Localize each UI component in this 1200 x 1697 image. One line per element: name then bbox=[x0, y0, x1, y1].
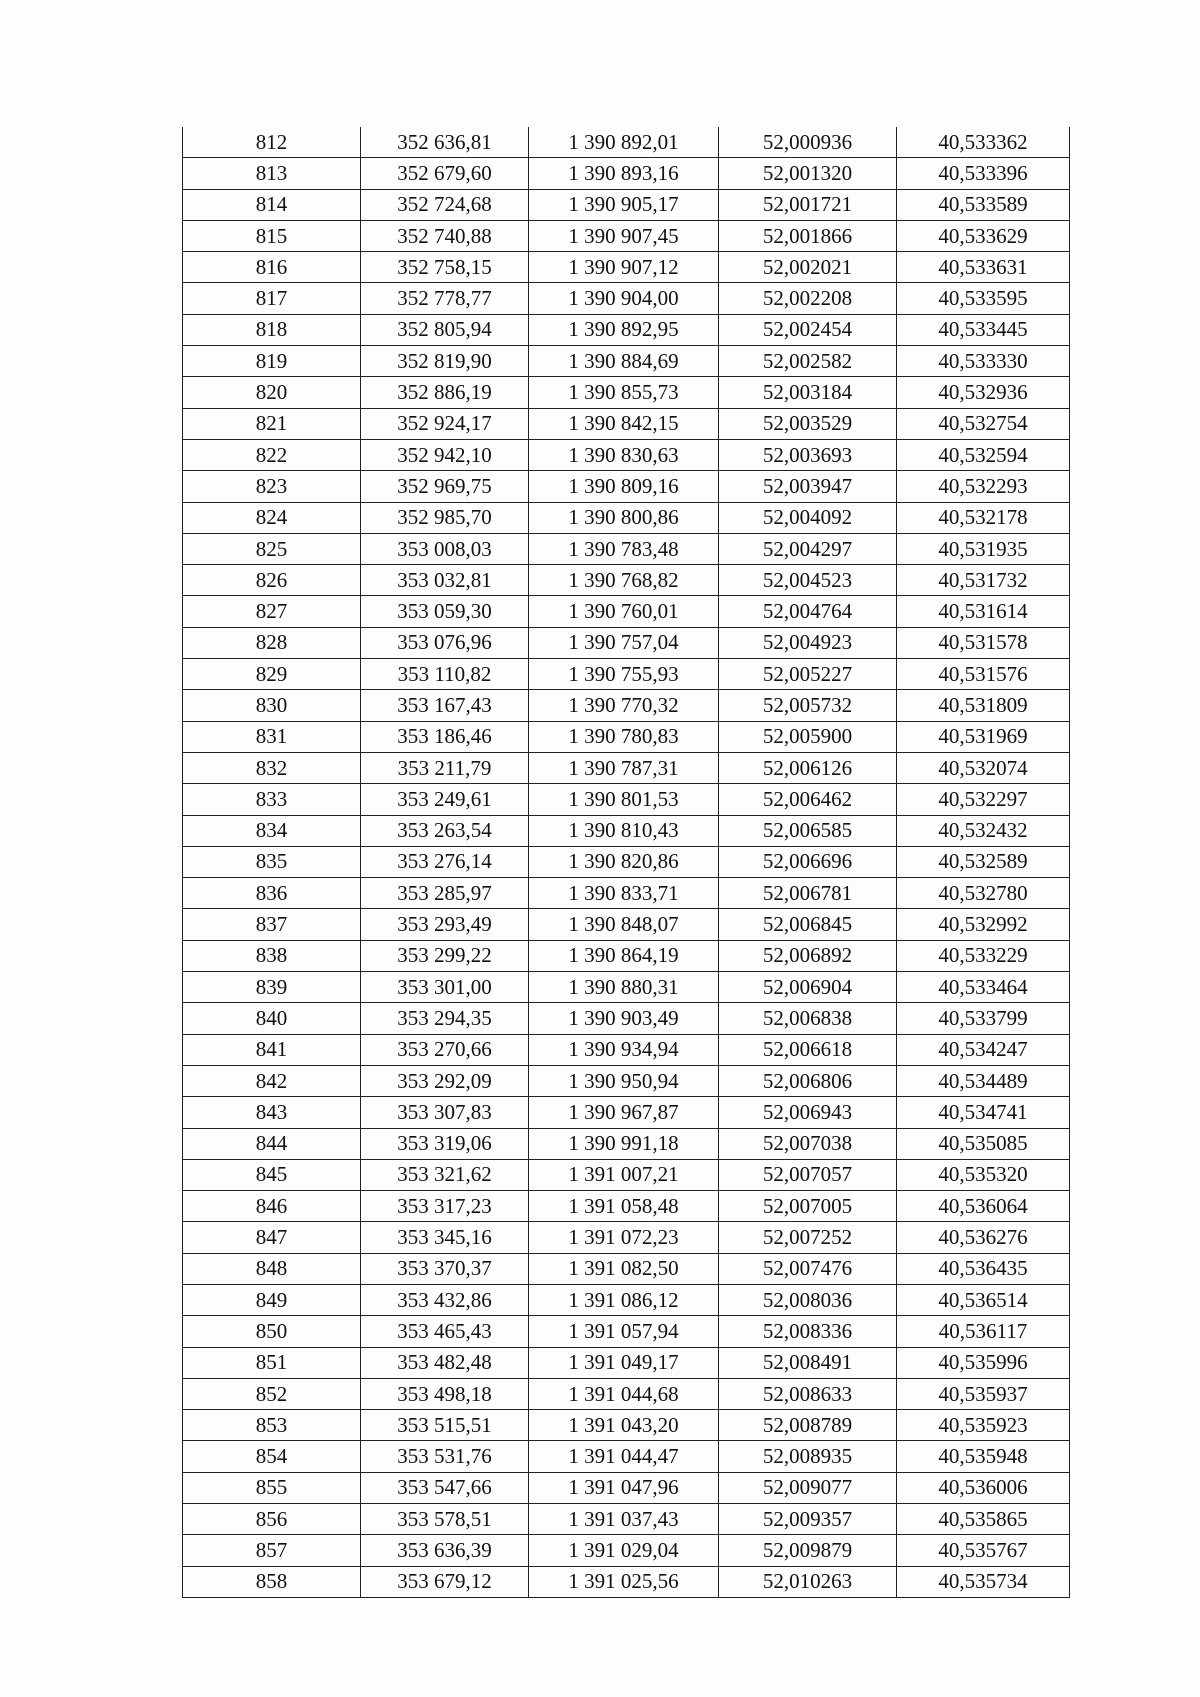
y-coordinate-cell: 1 390 830,63 bbox=[529, 439, 719, 470]
x-coordinate-cell: 352 758,15 bbox=[361, 252, 529, 283]
point-number-cell: 834 bbox=[183, 815, 361, 846]
table-row bbox=[183, 878, 1070, 909]
longitude-cell: 40,536514 bbox=[897, 1284, 1070, 1315]
longitude-cell: 40,532178 bbox=[897, 502, 1070, 533]
y-coordinate-cell: 1 391 049,17 bbox=[529, 1347, 719, 1378]
y-coordinate-cell: 1 391 058,48 bbox=[529, 1191, 719, 1222]
x-coordinate-cell: 353 263,54 bbox=[361, 815, 529, 846]
table-row bbox=[183, 1284, 1070, 1315]
x-coordinate-cell: 352 724,68 bbox=[361, 189, 529, 220]
longitude-cell: 40,535923 bbox=[897, 1410, 1070, 1441]
latitude-cell: 52,002454 bbox=[719, 314, 897, 345]
point-number-cell: 852 bbox=[183, 1378, 361, 1409]
point-number-cell: 815 bbox=[183, 220, 361, 251]
longitude-cell: 40,533362 bbox=[897, 127, 1070, 158]
point-number-cell: 848 bbox=[183, 1253, 361, 1284]
point-number-cell: 816 bbox=[183, 252, 361, 283]
point-number-cell: 826 bbox=[183, 565, 361, 596]
latitude-cell: 52,006618 bbox=[719, 1034, 897, 1065]
latitude-cell: 52,006943 bbox=[719, 1097, 897, 1128]
table-row bbox=[183, 1034, 1070, 1065]
table-row bbox=[183, 1003, 1070, 1034]
x-coordinate-cell: 352 969,75 bbox=[361, 471, 529, 502]
table-row bbox=[183, 659, 1070, 690]
x-coordinate-cell: 353 299,22 bbox=[361, 940, 529, 971]
latitude-cell: 52,006585 bbox=[719, 815, 897, 846]
x-coordinate-cell: 352 636,81 bbox=[361, 127, 529, 158]
point-number-cell: 821 bbox=[183, 408, 361, 439]
latitude-cell: 52,002021 bbox=[719, 252, 897, 283]
longitude-cell: 40,532589 bbox=[897, 846, 1070, 877]
latitude-cell: 52,007476 bbox=[719, 1253, 897, 1284]
x-coordinate-cell: 353 285,97 bbox=[361, 878, 529, 909]
y-coordinate-cell: 1 390 864,19 bbox=[529, 940, 719, 971]
x-coordinate-cell: 353 498,18 bbox=[361, 1378, 529, 1409]
x-coordinate-cell: 353 345,16 bbox=[361, 1222, 529, 1253]
longitude-cell: 40,532780 bbox=[897, 878, 1070, 909]
point-number-cell: 856 bbox=[183, 1504, 361, 1535]
y-coordinate-cell: 1 391 047,96 bbox=[529, 1472, 719, 1503]
longitude-cell: 40,535767 bbox=[897, 1535, 1070, 1566]
x-coordinate-cell: 352 679,60 bbox=[361, 158, 529, 189]
point-number-cell: 851 bbox=[183, 1347, 361, 1378]
x-coordinate-cell: 353 249,61 bbox=[361, 784, 529, 815]
table-row bbox=[183, 1159, 1070, 1190]
table-row bbox=[183, 1222, 1070, 1253]
table-row bbox=[183, 596, 1070, 627]
longitude-cell: 40,531969 bbox=[897, 721, 1070, 752]
latitude-cell: 52,007005 bbox=[719, 1191, 897, 1222]
latitude-cell: 52,002208 bbox=[719, 283, 897, 314]
table-row bbox=[183, 1504, 1070, 1535]
point-number-cell: 832 bbox=[183, 752, 361, 783]
x-coordinate-cell: 353 076,96 bbox=[361, 627, 529, 658]
latitude-cell: 52,008935 bbox=[719, 1441, 897, 1472]
y-coordinate-cell: 1 390 810,43 bbox=[529, 815, 719, 846]
longitude-cell: 40,532936 bbox=[897, 377, 1070, 408]
latitude-cell: 52,006892 bbox=[719, 940, 897, 971]
coordinates-table-body bbox=[183, 127, 1070, 1597]
x-coordinate-cell: 352 740,88 bbox=[361, 220, 529, 251]
latitude-cell: 52,009077 bbox=[719, 1472, 897, 1503]
x-coordinate-cell: 353 211,79 bbox=[361, 752, 529, 783]
x-coordinate-cell: 352 886,19 bbox=[361, 377, 529, 408]
longitude-cell: 40,536435 bbox=[897, 1253, 1070, 1284]
x-coordinate-cell: 353 531,76 bbox=[361, 1441, 529, 1472]
point-number-cell: 840 bbox=[183, 1003, 361, 1034]
x-coordinate-cell: 353 317,23 bbox=[361, 1191, 529, 1222]
y-coordinate-cell: 1 390 905,17 bbox=[529, 189, 719, 220]
y-coordinate-cell: 1 391 057,94 bbox=[529, 1316, 719, 1347]
longitude-cell: 40,533799 bbox=[897, 1003, 1070, 1034]
latitude-cell: 52,009879 bbox=[719, 1535, 897, 1566]
point-number-cell: 823 bbox=[183, 471, 361, 502]
y-coordinate-cell: 1 390 757,04 bbox=[529, 627, 719, 658]
latitude-cell: 52,003947 bbox=[719, 471, 897, 502]
table-row bbox=[183, 940, 1070, 971]
y-coordinate-cell: 1 391 044,68 bbox=[529, 1378, 719, 1409]
table-row bbox=[183, 1316, 1070, 1347]
point-number-cell: 844 bbox=[183, 1128, 361, 1159]
longitude-cell: 40,532992 bbox=[897, 909, 1070, 940]
longitude-cell: 40,532432 bbox=[897, 815, 1070, 846]
longitude-cell: 40,532594 bbox=[897, 439, 1070, 470]
latitude-cell: 52,004092 bbox=[719, 502, 897, 533]
point-number-cell: 847 bbox=[183, 1222, 361, 1253]
longitude-cell: 40,533629 bbox=[897, 220, 1070, 251]
table-row bbox=[183, 1347, 1070, 1378]
y-coordinate-cell: 1 390 842,15 bbox=[529, 408, 719, 439]
point-number-cell: 838 bbox=[183, 940, 361, 971]
longitude-cell: 40,533631 bbox=[897, 252, 1070, 283]
x-coordinate-cell: 353 292,09 bbox=[361, 1065, 529, 1096]
longitude-cell: 40,532297 bbox=[897, 784, 1070, 815]
point-number-cell: 812 bbox=[183, 127, 361, 158]
x-coordinate-cell: 352 924,17 bbox=[361, 408, 529, 439]
point-number-cell: 846 bbox=[183, 1191, 361, 1222]
longitude-cell: 40,536006 bbox=[897, 1472, 1070, 1503]
longitude-cell: 40,535865 bbox=[897, 1504, 1070, 1535]
table-row bbox=[183, 1535, 1070, 1566]
table-row bbox=[183, 252, 1070, 283]
table-row bbox=[183, 1253, 1070, 1284]
longitude-cell: 40,533445 bbox=[897, 314, 1070, 345]
point-number-cell: 849 bbox=[183, 1284, 361, 1315]
table-row bbox=[183, 565, 1070, 596]
y-coordinate-cell: 1 391 037,43 bbox=[529, 1504, 719, 1535]
x-coordinate-cell: 353 110,82 bbox=[361, 659, 529, 690]
table-row bbox=[183, 439, 1070, 470]
y-coordinate-cell: 1 390 991,18 bbox=[529, 1128, 719, 1159]
x-coordinate-cell: 353 547,66 bbox=[361, 1472, 529, 1503]
latitude-cell: 52,000936 bbox=[719, 127, 897, 158]
longitude-cell: 40,532754 bbox=[897, 408, 1070, 439]
y-coordinate-cell: 1 391 043,20 bbox=[529, 1410, 719, 1441]
longitude-cell: 40,535996 bbox=[897, 1347, 1070, 1378]
point-number-cell: 822 bbox=[183, 439, 361, 470]
y-coordinate-cell: 1 390 907,12 bbox=[529, 252, 719, 283]
point-number-cell: 817 bbox=[183, 283, 361, 314]
table-row bbox=[183, 815, 1070, 846]
y-coordinate-cell: 1 391 072,23 bbox=[529, 1222, 719, 1253]
table-row bbox=[183, 1191, 1070, 1222]
point-number-cell: 854 bbox=[183, 1441, 361, 1472]
longitude-cell: 40,534741 bbox=[897, 1097, 1070, 1128]
table-row bbox=[183, 158, 1070, 189]
longitude-cell: 40,534489 bbox=[897, 1065, 1070, 1096]
point-number-cell: 828 bbox=[183, 627, 361, 658]
table-row bbox=[183, 408, 1070, 439]
point-number-cell: 819 bbox=[183, 346, 361, 377]
x-coordinate-cell: 353 319,06 bbox=[361, 1128, 529, 1159]
latitude-cell: 52,005732 bbox=[719, 690, 897, 721]
x-coordinate-cell: 353 294,35 bbox=[361, 1003, 529, 1034]
point-number-cell: 857 bbox=[183, 1535, 361, 1566]
latitude-cell: 52,006845 bbox=[719, 909, 897, 940]
latitude-cell: 52,001721 bbox=[719, 189, 897, 220]
longitude-cell: 40,531578 bbox=[897, 627, 1070, 658]
table-row bbox=[183, 972, 1070, 1003]
point-number-cell: 829 bbox=[183, 659, 361, 690]
table-row bbox=[183, 127, 1070, 158]
latitude-cell: 52,006806 bbox=[719, 1065, 897, 1096]
latitude-cell: 52,004297 bbox=[719, 533, 897, 564]
y-coordinate-cell: 1 391 086,12 bbox=[529, 1284, 719, 1315]
y-coordinate-cell: 1 391 044,47 bbox=[529, 1441, 719, 1472]
x-coordinate-cell: 353 370,37 bbox=[361, 1253, 529, 1284]
latitude-cell: 52,003693 bbox=[719, 439, 897, 470]
longitude-cell: 40,535937 bbox=[897, 1378, 1070, 1409]
point-number-cell: 820 bbox=[183, 377, 361, 408]
table-row bbox=[183, 1128, 1070, 1159]
x-coordinate-cell: 353 059,30 bbox=[361, 596, 529, 627]
longitude-cell: 40,535320 bbox=[897, 1159, 1070, 1190]
x-coordinate-cell: 353 679,12 bbox=[361, 1566, 529, 1597]
x-coordinate-cell: 353 578,51 bbox=[361, 1504, 529, 1535]
x-coordinate-cell: 352 778,77 bbox=[361, 283, 529, 314]
point-number-cell: 818 bbox=[183, 314, 361, 345]
latitude-cell: 52,003529 bbox=[719, 408, 897, 439]
latitude-cell: 52,008789 bbox=[719, 1410, 897, 1441]
table-row bbox=[183, 471, 1070, 502]
latitude-cell: 52,006126 bbox=[719, 752, 897, 783]
latitude-cell: 52,009357 bbox=[719, 1504, 897, 1535]
y-coordinate-cell: 1 391 007,21 bbox=[529, 1159, 719, 1190]
latitude-cell: 52,008491 bbox=[719, 1347, 897, 1378]
point-number-cell: 841 bbox=[183, 1034, 361, 1065]
latitude-cell: 52,005227 bbox=[719, 659, 897, 690]
table-row bbox=[183, 1065, 1070, 1096]
y-coordinate-cell: 1 390 768,82 bbox=[529, 565, 719, 596]
y-coordinate-cell: 1 390 892,95 bbox=[529, 314, 719, 345]
y-coordinate-cell: 1 390 904,00 bbox=[529, 283, 719, 314]
x-coordinate-cell: 353 636,39 bbox=[361, 1535, 529, 1566]
x-coordinate-cell: 353 186,46 bbox=[361, 721, 529, 752]
point-number-cell: 814 bbox=[183, 189, 361, 220]
y-coordinate-cell: 1 390 760,01 bbox=[529, 596, 719, 627]
latitude-cell: 52,006781 bbox=[719, 878, 897, 909]
table-row bbox=[183, 189, 1070, 220]
latitude-cell: 52,008036 bbox=[719, 1284, 897, 1315]
longitude-cell: 40,533229 bbox=[897, 940, 1070, 971]
latitude-cell: 52,004923 bbox=[719, 627, 897, 658]
y-coordinate-cell: 1 390 967,87 bbox=[529, 1097, 719, 1128]
x-coordinate-cell: 352 942,10 bbox=[361, 439, 529, 470]
x-coordinate-cell: 353 301,00 bbox=[361, 972, 529, 1003]
latitude-cell: 52,004523 bbox=[719, 565, 897, 596]
point-number-cell: 855 bbox=[183, 1472, 361, 1503]
latitude-cell: 52,008633 bbox=[719, 1378, 897, 1409]
x-coordinate-cell: 353 432,86 bbox=[361, 1284, 529, 1315]
table-row bbox=[183, 1566, 1070, 1597]
y-coordinate-cell: 1 390 934,94 bbox=[529, 1034, 719, 1065]
latitude-cell: 52,004764 bbox=[719, 596, 897, 627]
longitude-cell: 40,533330 bbox=[897, 346, 1070, 377]
table-row bbox=[183, 752, 1070, 783]
point-number-cell: 825 bbox=[183, 533, 361, 564]
table-row bbox=[183, 502, 1070, 533]
longitude-cell: 40,535948 bbox=[897, 1441, 1070, 1472]
latitude-cell: 52,010263 bbox=[719, 1566, 897, 1597]
latitude-cell: 52,001866 bbox=[719, 220, 897, 251]
table-row bbox=[183, 909, 1070, 940]
table-row bbox=[183, 1097, 1070, 1128]
longitude-cell: 40,531614 bbox=[897, 596, 1070, 627]
y-coordinate-cell: 1 390 801,53 bbox=[529, 784, 719, 815]
latitude-cell: 52,005900 bbox=[719, 721, 897, 752]
y-coordinate-cell: 1 390 780,83 bbox=[529, 721, 719, 752]
x-coordinate-cell: 353 293,49 bbox=[361, 909, 529, 940]
y-coordinate-cell: 1 390 833,71 bbox=[529, 878, 719, 909]
table-row bbox=[183, 1378, 1070, 1409]
point-number-cell: 827 bbox=[183, 596, 361, 627]
y-coordinate-cell: 1 390 950,94 bbox=[529, 1065, 719, 1096]
y-coordinate-cell: 1 390 903,49 bbox=[529, 1003, 719, 1034]
table-row bbox=[183, 533, 1070, 564]
table-row bbox=[183, 690, 1070, 721]
table-row bbox=[183, 346, 1070, 377]
latitude-cell: 52,006462 bbox=[719, 784, 897, 815]
point-number-cell: 842 bbox=[183, 1065, 361, 1096]
point-number-cell: 813 bbox=[183, 158, 361, 189]
y-coordinate-cell: 1 390 848,07 bbox=[529, 909, 719, 940]
y-coordinate-cell: 1 390 787,31 bbox=[529, 752, 719, 783]
y-coordinate-cell: 1 390 880,31 bbox=[529, 972, 719, 1003]
longitude-cell: 40,534247 bbox=[897, 1034, 1070, 1065]
latitude-cell: 52,008336 bbox=[719, 1316, 897, 1347]
table-row bbox=[183, 784, 1070, 815]
point-number-cell: 853 bbox=[183, 1410, 361, 1441]
y-coordinate-cell: 1 391 025,56 bbox=[529, 1566, 719, 1597]
point-number-cell: 850 bbox=[183, 1316, 361, 1347]
latitude-cell: 52,006696 bbox=[719, 846, 897, 877]
x-coordinate-cell: 353 321,62 bbox=[361, 1159, 529, 1190]
longitude-cell: 40,536064 bbox=[897, 1191, 1070, 1222]
x-coordinate-cell: 353 008,03 bbox=[361, 533, 529, 564]
point-number-cell: 836 bbox=[183, 878, 361, 909]
y-coordinate-cell: 1 390 800,86 bbox=[529, 502, 719, 533]
longitude-cell: 40,531935 bbox=[897, 533, 1070, 564]
y-coordinate-cell: 1 390 855,73 bbox=[529, 377, 719, 408]
longitude-cell: 40,533589 bbox=[897, 189, 1070, 220]
x-coordinate-cell: 353 465,43 bbox=[361, 1316, 529, 1347]
point-number-cell: 830 bbox=[183, 690, 361, 721]
table-row bbox=[183, 220, 1070, 251]
point-number-cell: 839 bbox=[183, 972, 361, 1003]
latitude-cell: 52,007252 bbox=[719, 1222, 897, 1253]
latitude-cell: 52,006838 bbox=[719, 1003, 897, 1034]
x-coordinate-cell: 352 805,94 bbox=[361, 314, 529, 345]
latitude-cell: 52,007057 bbox=[719, 1159, 897, 1190]
table-row bbox=[183, 627, 1070, 658]
point-number-cell: 824 bbox=[183, 502, 361, 533]
x-coordinate-cell: 353 167,43 bbox=[361, 690, 529, 721]
x-coordinate-cell: 353 032,81 bbox=[361, 565, 529, 596]
longitude-cell: 40,531809 bbox=[897, 690, 1070, 721]
longitude-cell: 40,536276 bbox=[897, 1222, 1070, 1253]
y-coordinate-cell: 1 391 082,50 bbox=[529, 1253, 719, 1284]
table-row bbox=[183, 283, 1070, 314]
longitude-cell: 40,533464 bbox=[897, 972, 1070, 1003]
x-coordinate-cell: 352 985,70 bbox=[361, 502, 529, 533]
longitude-cell: 40,531732 bbox=[897, 565, 1070, 596]
y-coordinate-cell: 1 390 907,45 bbox=[529, 220, 719, 251]
x-coordinate-cell: 353 276,14 bbox=[361, 846, 529, 877]
y-coordinate-cell: 1 390 770,32 bbox=[529, 690, 719, 721]
longitude-cell: 40,535085 bbox=[897, 1128, 1070, 1159]
latitude-cell: 52,006904 bbox=[719, 972, 897, 1003]
y-coordinate-cell: 1 390 783,48 bbox=[529, 533, 719, 564]
longitude-cell: 40,535734 bbox=[897, 1566, 1070, 1597]
point-number-cell: 843 bbox=[183, 1097, 361, 1128]
point-number-cell: 831 bbox=[183, 721, 361, 752]
longitude-cell: 40,536117 bbox=[897, 1316, 1070, 1347]
point-number-cell: 833 bbox=[183, 784, 361, 815]
y-coordinate-cell: 1 391 029,04 bbox=[529, 1535, 719, 1566]
latitude-cell: 52,001320 bbox=[719, 158, 897, 189]
point-number-cell: 837 bbox=[183, 909, 361, 940]
latitude-cell: 52,007038 bbox=[719, 1128, 897, 1159]
point-number-cell: 858 bbox=[183, 1566, 361, 1597]
latitude-cell: 52,003184 bbox=[719, 377, 897, 408]
x-coordinate-cell: 353 307,83 bbox=[361, 1097, 529, 1128]
longitude-cell: 40,533595 bbox=[897, 283, 1070, 314]
y-coordinate-cell: 1 390 892,01 bbox=[529, 127, 719, 158]
y-coordinate-cell: 1 390 809,16 bbox=[529, 471, 719, 502]
y-coordinate-cell: 1 390 893,16 bbox=[529, 158, 719, 189]
table-row bbox=[183, 314, 1070, 345]
y-coordinate-cell: 1 390 755,93 bbox=[529, 659, 719, 690]
longitude-cell: 40,531576 bbox=[897, 659, 1070, 690]
longitude-cell: 40,533396 bbox=[897, 158, 1070, 189]
longitude-cell: 40,532293 bbox=[897, 471, 1070, 502]
y-coordinate-cell: 1 390 884,69 bbox=[529, 346, 719, 377]
longitude-cell: 40,532074 bbox=[897, 752, 1070, 783]
coordinates-table bbox=[182, 127, 1070, 1598]
y-coordinate-cell: 1 390 820,86 bbox=[529, 846, 719, 877]
x-coordinate-cell: 353 482,48 bbox=[361, 1347, 529, 1378]
table-row bbox=[183, 846, 1070, 877]
table-row bbox=[183, 1441, 1070, 1472]
latitude-cell: 52,002582 bbox=[719, 346, 897, 377]
x-coordinate-cell: 353 270,66 bbox=[361, 1034, 529, 1065]
table-row bbox=[183, 1472, 1070, 1503]
point-number-cell: 835 bbox=[183, 846, 361, 877]
x-coordinate-cell: 352 819,90 bbox=[361, 346, 529, 377]
table-row bbox=[183, 721, 1070, 752]
table-row bbox=[183, 377, 1070, 408]
point-number-cell: 845 bbox=[183, 1159, 361, 1190]
table-row bbox=[183, 1410, 1070, 1441]
x-coordinate-cell: 353 515,51 bbox=[361, 1410, 529, 1441]
